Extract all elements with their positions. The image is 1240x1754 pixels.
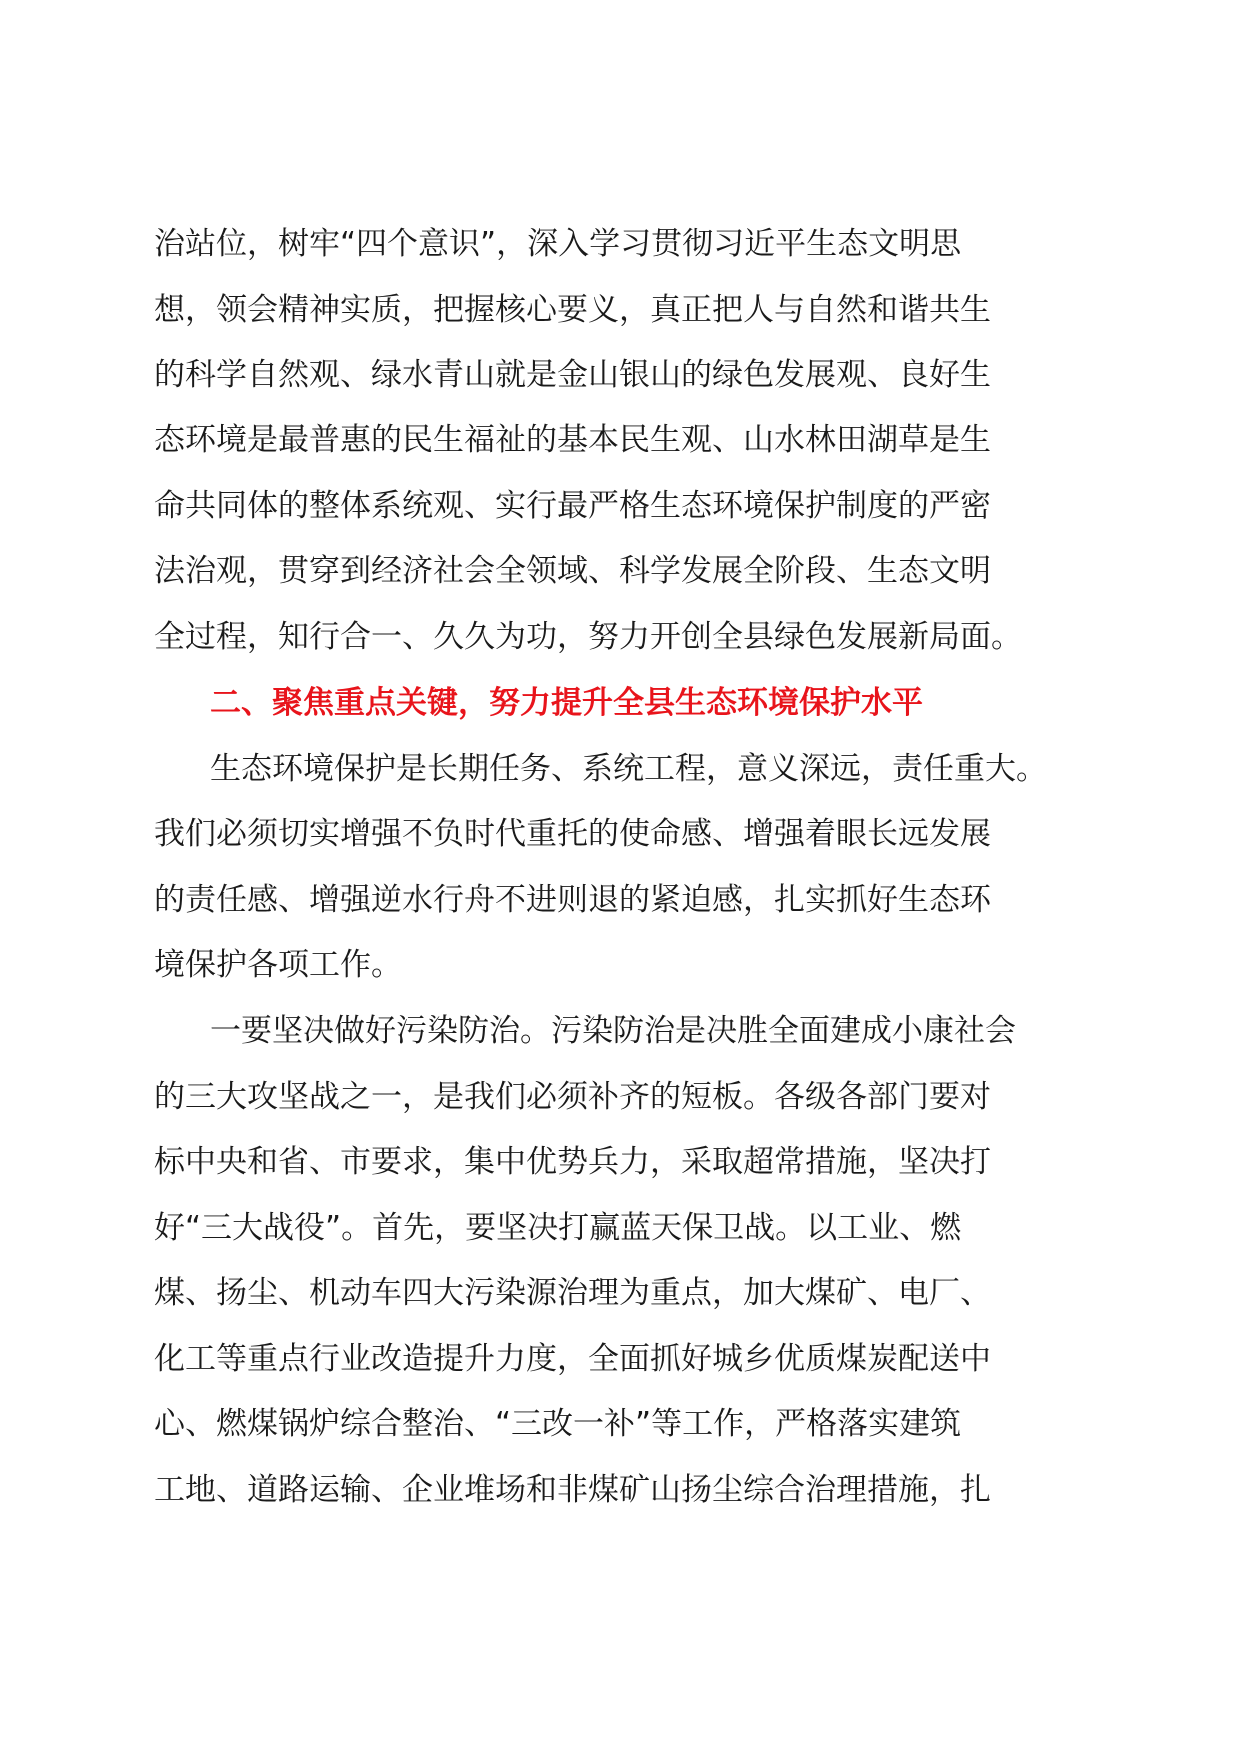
section-heading: 二、聚焦重点关键，努力提升全县生态环境保护水平 bbox=[210, 685, 923, 721]
paragraph-line: 煤、扬尘、机动车四大污染源治理为重点，加大煤矿、电厂、 bbox=[154, 1275, 991, 1311]
paragraph-line: 好“三大战役”。首先，要坚决打赢蓝天保卫战。以工业、燃 bbox=[154, 1210, 962, 1246]
paragraph-line: 的三大攻坚战之一，是我们必须补齐的短板。各级各部门要对 bbox=[154, 1079, 991, 1115]
paragraph-line: 治站位，树牢“四个意识”，深入学习贯彻习近平生态文明思 bbox=[154, 226, 962, 262]
paragraph-line: 心、燃煤锅炉综合整治、“三改一补”等工作，严格落实建筑 bbox=[154, 1406, 962, 1442]
paragraph-line: 命共同体的整体系统观、实行最严格生态环境保护制度的严密 bbox=[154, 488, 991, 524]
paragraph-line: 我们必须切实增强不负时代重托的使命感、增强着眼长远发展 bbox=[154, 816, 991, 852]
paragraph-line: 一要坚决做好污染防治。污染防治是决胜全面建成小康社会 bbox=[210, 1013, 1016, 1049]
paragraph-line: 标中央和省、市要求，集中优势兵力，采取超常措施，坚决打 bbox=[154, 1144, 991, 1180]
paragraph-line: 法治观，贯穿到经济社会全领域、科学发展全阶段、生态文明 bbox=[154, 553, 991, 589]
paragraph-line: 工地、道路运输、企业堆场和非煤矿山扬尘综合治理措施，扎 bbox=[154, 1472, 991, 1508]
paragraph-line: 境保护各项工作。 bbox=[154, 947, 402, 983]
paragraph-line: 生态环境保护是长期任务、系统工程，意义深远，责任重大。 bbox=[210, 751, 1047, 787]
paragraph-line: 想，领会精神实质，把握核心要义，真正把人与自然和谐共生 bbox=[154, 292, 991, 328]
paragraph-line: 化工等重点行业改造提升力度，全面抓好城乡优质煤炭配送中 bbox=[154, 1341, 991, 1377]
paragraph-line: 的责任感、增强逆水行舟不进则退的紧迫感，扎实抓好生态环 bbox=[154, 882, 991, 918]
paragraph-line: 全过程，知行合一、久久为功，努力开创全县绿色发展新局面。 bbox=[154, 619, 1022, 655]
paragraph-line: 的科学自然观、绿水青山就是金山银山的绿色发展观、良好生 bbox=[154, 357, 991, 393]
paragraph-line: 态环境是最普惠的民生福祉的基本民生观、山水林田湖草是生 bbox=[154, 422, 991, 458]
